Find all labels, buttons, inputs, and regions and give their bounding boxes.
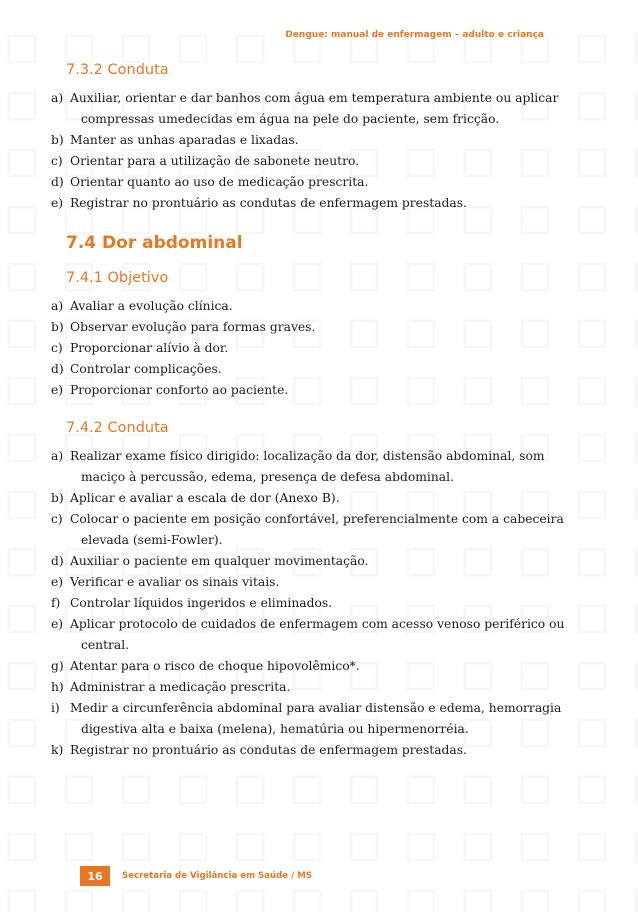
pattern-square [579,834,605,860]
pattern-square [237,891,263,912]
pattern-square [9,663,35,689]
pattern-square [294,891,320,912]
pattern-square [9,264,35,290]
pattern-square [579,435,605,461]
list-item: a) Realizar exame físico dirigido: localização da dor, distensão abdominal, som maciço à percussão, edema, presença de defesa abdominal. [51,449,545,484]
pattern-square [579,36,605,62]
pattern-square [9,207,35,233]
pattern-square [408,891,434,912]
pattern-square [579,492,605,518]
list-item-text: Orientar para a utilização de sabonete neutro. [70,154,360,168]
list-item-text: Administrar a medicação prescrita. [70,680,291,694]
list-item: h) Administrar a medicação prescrita. [51,680,291,694]
list-item: c) Orientar para a utilização de sabonete neutro. [51,154,360,168]
list-item: a) Avaliar a evolução clínica. [51,299,233,313]
pattern-square [237,777,263,803]
pattern-square [522,891,548,912]
list-item: d) Controlar complicações. [51,362,222,376]
pattern-square [351,777,377,803]
pattern-square [579,321,605,347]
list-item-text: Avaliar a evolução clínica. [70,299,233,313]
pattern-square [66,834,92,860]
pattern-square [408,777,434,803]
pattern-square [66,36,92,62]
pattern-square [123,777,149,803]
list-item: b) Observar evolução para formas graves. [51,320,316,334]
pattern-square [465,777,491,803]
list-item: e) Aplicar protocolo de cuidados de enfermagem com acesso venoso periférico ou central. [51,617,565,652]
pattern-square [9,93,35,119]
pattern-square [9,777,35,803]
pattern-square [9,150,35,176]
pattern-square [294,777,320,803]
list-item: c) Colocar o paciente em posição confortável, preferencialmente com a cabeceira elevada (semi-Fowler). [51,512,564,547]
pattern-square [9,834,35,860]
list-item-text: Auxiliar, orientar e dar banhos com água em temperatura ambiente ou aplicar compressas umedecidas em água na pele do paciente, sem fricção. [70,91,559,126]
list-item-text: Aplicar protocolo de cuidados de enfermagem com acesso venoso periférico ou central. [70,617,565,652]
section-title-7-4: 7.4 Dor abdominal [66,233,243,253]
pattern-square [9,492,35,518]
list-item-text: Medir a circunferência abdominal para avaliar distensão e edema, hemorragia digestiva alta e baixa (melena), hematúria ou hipermenorréia. [70,701,562,736]
list-item-text: Proporcionar alívio à dor. [70,341,229,355]
list-item: b) Manter as unhas aparadas e lixadas. [51,133,299,147]
list-item-text: Controlar complicações. [70,362,222,376]
pattern-square [66,777,92,803]
pattern-square [579,93,605,119]
list-item: f) Controlar líquidos ingeridos e eliminados. [51,596,333,610]
page-footer [80,866,312,886]
pattern-square [579,264,605,290]
pattern-square [294,834,320,860]
list-item-text: Proporcionar conforto ao paciente. [70,383,289,397]
pattern-square [522,834,548,860]
pattern-square [408,834,434,860]
pattern-square [123,834,149,860]
conduta-7-3-2-list [51,88,576,214]
pattern-square [123,36,149,62]
pattern-square [9,435,35,461]
page-number-badge: 16 [80,866,110,886]
pattern-square [351,834,377,860]
list-item: k) Registrar no prontuário as condutas de enfermagem prestadas. [51,743,467,757]
pattern-square [9,321,35,347]
list-item: c) Proporcionar alívio à dor. [51,341,229,355]
pattern-square [180,36,206,62]
pattern-square [351,891,377,912]
list-item-text: Atentar para o risco de choque hipovolêmico*. [70,659,360,673]
list-item-text: Orientar quanto ao uso de medicação prescrita. [70,175,369,189]
pattern-square [180,891,206,912]
pattern-square [465,891,491,912]
page-content [51,62,576,780]
pattern-square [9,549,35,575]
pattern-square [180,834,206,860]
list-item: g) Atentar para o risco de choque hipovolêmico*. [51,659,360,673]
list-item-text: Observar evolução para formas graves. [70,320,316,334]
pattern-square [9,891,35,912]
pattern-square [579,777,605,803]
list-item: e) Proporcionar conforto ao paciente. [51,383,289,397]
list-item-text: Registrar no prontuário as condutas de enfermagem prestadas. [70,743,467,757]
subsection-title-7-3-2: 7.3.2 Conduta [66,62,169,78]
pattern-square [180,777,206,803]
list-item: e) Registrar no prontuário as condutas de enfermagem prestadas. [51,196,467,210]
list-item: d) Auxiliar o paciente em qualquer movimentação. [51,554,369,568]
pattern-square [237,834,263,860]
list-item-text: Manter as unhas aparadas e lixadas. [70,133,299,147]
subsection-title-7-4-1: 7.4.1 Objetivo [66,270,169,286]
pattern-square [9,36,35,62]
conduta-7-4-2-list [51,446,576,761]
pattern-square [66,891,92,912]
list-item-text: Colocar o paciente em posição confortável, preferencialmente com a cabeceira elevada (semi-Fowler). [70,512,564,547]
list-item-text: Auxiliar o paciente em qualquer movimentação. [70,554,369,568]
pattern-square [579,606,605,632]
list-item-text: Controlar líquidos ingeridos e eliminados. [70,596,333,610]
subsection-title-7-4-2: 7.4.2 Conduta [66,420,169,436]
list-item: b) Aplicar e avaliar a escala de dor (Anexo B). [51,491,340,505]
running-header: Dengue: manual de enfermagem – adulto e criança [285,30,544,40]
list-item-text: Aplicar e avaliar a escala de dor (Anexo B). [70,491,340,505]
list-item: i) Medir a circunferência abdominal para avaliar distensão e edema, hemorragia digestiva alta e baixa (melena), hematúria ou hipermenorréia. [51,701,562,736]
pattern-square [465,834,491,860]
pattern-square [237,36,263,62]
list-item-text: Registrar no prontuário as condutas de enfermagem prestadas. [70,196,467,210]
footer-publisher: Secretaria de Vigilância em Saúde / MS [122,871,312,881]
pattern-square [9,378,35,404]
pattern-square [579,207,605,233]
pattern-square [9,606,35,632]
pattern-square [123,891,149,912]
pattern-square [579,891,605,912]
objetivo-7-4-1-list [51,296,576,401]
pattern-square [579,150,605,176]
list-item: a) Auxiliar, orientar e dar banhos com água em temperatura ambiente ou aplicar compressas umedecidas em água na pele do paciente, sem fricção. [51,91,559,126]
list-item: d) Orientar quanto ao uso de medicação prescrita. [51,175,369,189]
list-item-text: Realizar exame físico dirigido: localização da dor, distensão abdominal, som maciço à percussão, edema, presença de defesa abdominal. [70,449,545,484]
pattern-square [9,720,35,746]
list-item-text: Verificar e avaliar os sinais vitais. [70,575,280,589]
pattern-square [579,663,605,689]
pattern-square [522,777,548,803]
pattern-square [579,378,605,404]
pattern-square [579,720,605,746]
pattern-square [579,549,605,575]
list-item: e) Verificar e avaliar os sinais vitais. [51,575,280,589]
